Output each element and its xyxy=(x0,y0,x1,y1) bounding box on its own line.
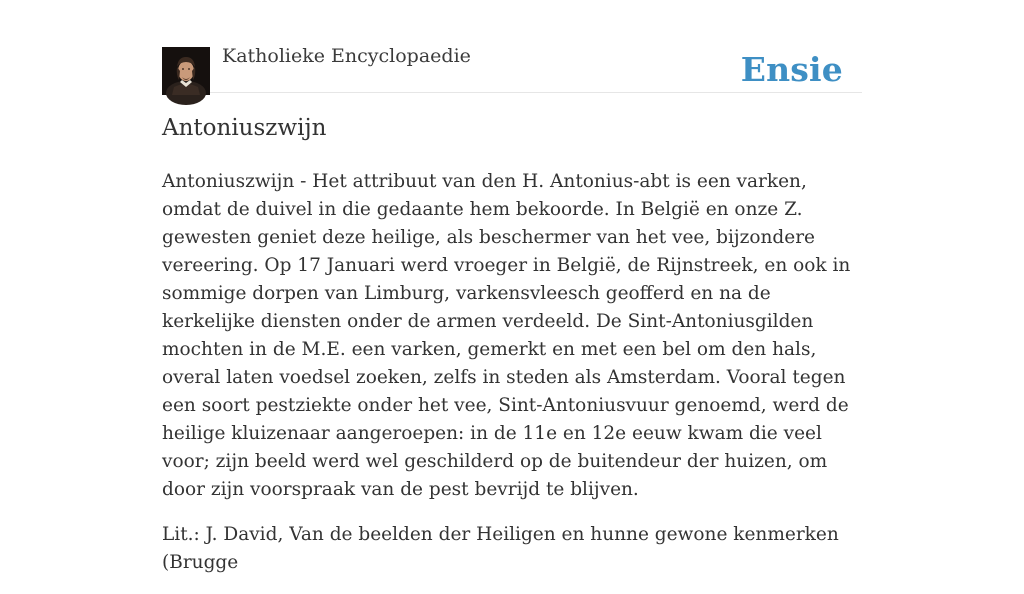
site-header xyxy=(162,44,862,93)
ensie-logo[interactable]: Ensie xyxy=(740,50,843,89)
page-title: Antoniuszwijn xyxy=(162,115,327,141)
literature-paragraph: Lit.: J. David, Van de beelden der Heiligen en hunne gewone kenmerken (Brugge xyxy=(162,524,839,573)
article-paragraph: Antoniuszwijn - Het attribuut van den H. Antonius-abt is een varken, omdat de duivel in die gedaante hem bekoorde. In België en onze Z. gewesten geniet deze heilige, als beschermer van het vee, bijzondere vereering. Op 17 Januari werd vroeger in België, de Rijnstreek, en ook in sommige dorpen van Limburg, varkensvleesch geofferd en na de kerkelijke diensten onder de armen verdeeld. De Sint-Antoniusgilden mochten in de M.E. een varken, gemerkt en met een bel om den hals, overal laten voedsel zoeken, zelfs in steden als Amsterdam. Vooral tegen een soort pestziekte onder het vee, Sint-Antoniusvuur genoemd, werd de heilige kluizenaar aangeroepen: in de 11e en 12e eeuw kwam die veel voor; zijn beeld werd wel geschilderd op de buitendeur der huizen, om door zijn voorspraak van de pest bevrijd te blijven. xyxy=(162,171,851,500)
portrait-avatar-icon[interactable] xyxy=(162,47,210,95)
article-body xyxy=(162,168,865,594)
portrait-image xyxy=(162,47,210,95)
site-name[interactable]: Katholieke Encyclopaedie xyxy=(222,45,471,67)
